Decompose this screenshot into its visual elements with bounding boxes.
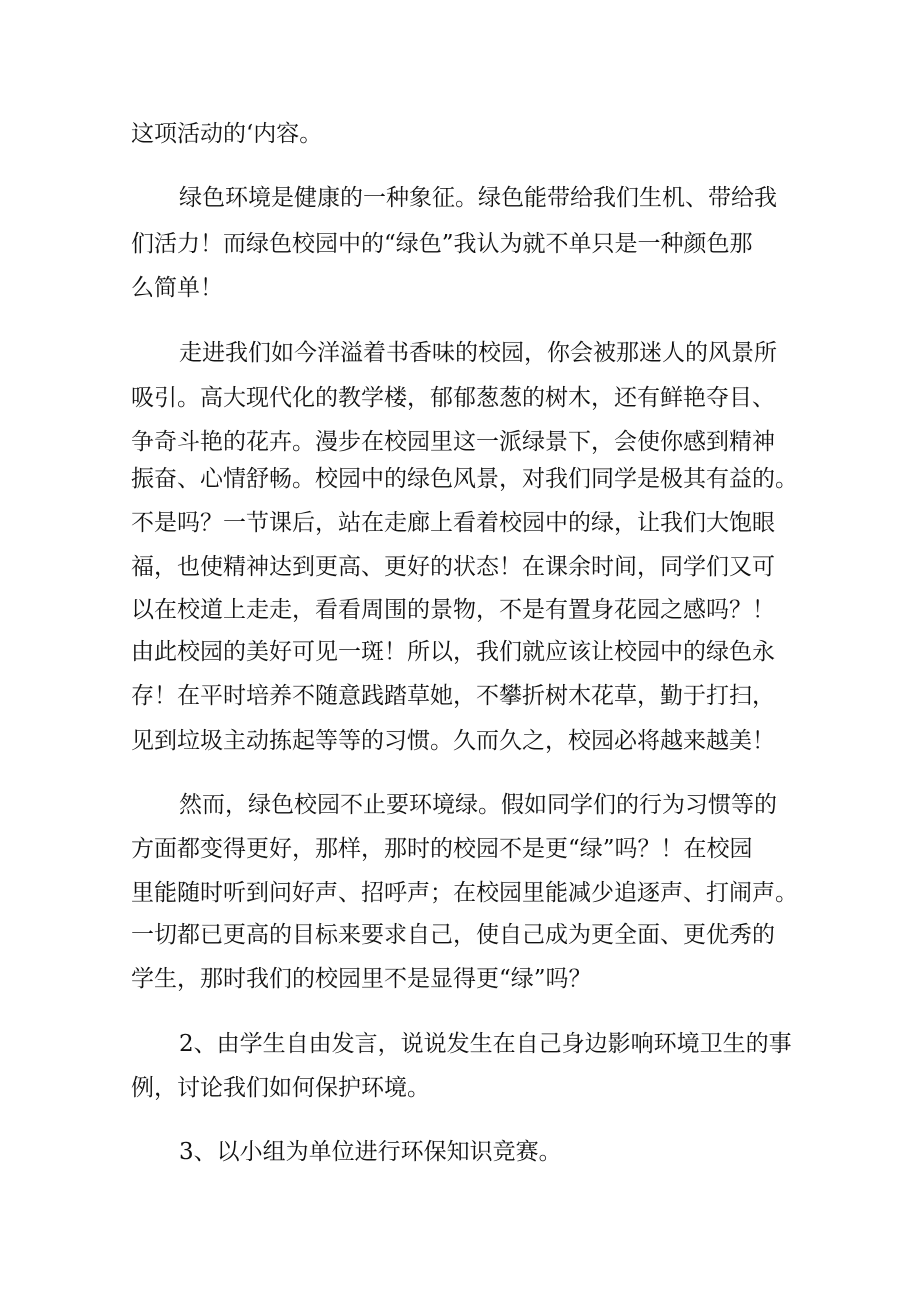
text-line: 然而，绿色校园不止要环境绿。假如同学们的行为习惯等的: [179, 792, 777, 818]
text-line: 2、由学生自由发言，说说发生在自己身边影响环境卫生的事: [179, 1031, 792, 1057]
text-line: 争奇斗艳的花卉。漫步在校园里这一派绿景下，会使你感到精神: [131, 429, 775, 455]
text-line: 福，也使精神达到更高、更好的状态！在课余时间，同学们又可: [131, 554, 775, 580]
text-line: 吸引。高大现代化的教学楼，郁郁葱葱的树木，还有鲜艳夺目、: [131, 385, 775, 411]
text-line: 例，讨论我们如何保护环境。: [131, 1075, 430, 1101]
text-line: 走进我们如今洋溢着书香味的校园，你会被那迷人的风景所: [179, 340, 777, 366]
text-line: 以在校道上走走，看看周围的景物，不是有置身花园之感吗？！: [131, 597, 775, 623]
text-line: 振奋、心情舒畅。校园中的绿色风景，对我们同学是极其有益的。: [131, 466, 798, 492]
text-line: 见到垃圾主动拣起等等的习惯。久而久之，校园必将越来越美！: [131, 728, 775, 754]
text-line: 们活力！而绿色校园中的“绿色”我认为就不单只是一种颜色那: [131, 231, 753, 257]
text-line: 存！在平时培养不随意践踏草她，不攀折树木花草，勤于打扫，: [131, 683, 775, 709]
text-line: 由此校园的美好可见一斑！所以，我们就应该让校园中的绿色永: [131, 639, 775, 665]
text-line: 3、以小组为单位进行环保知识竞赛。: [179, 1139, 562, 1165]
text-line: 绿色环境是健康的一种象征。绿色能带给我们生机、带给我: [179, 185, 777, 211]
text-line: 这项活动的‘内容。: [131, 121, 323, 147]
text-line: 不是吗？一节课后，站在走廊上看着校园中的绿，让我们大饱眼: [131, 510, 775, 536]
text-line: 一切都已更高的目标来要求自己，使自己成为更全面、更优秀的: [131, 922, 775, 948]
text-line: 方面都变得更好，那样，那时的校园不是更“绿”吗？！在校园: [131, 836, 753, 862]
text-line: 里能随时听到问好声、招呼声；在校园里能减少追逐声、打闹声。: [131, 880, 798, 906]
text-line: 么简单！: [131, 275, 223, 301]
text-line: 学生，那时我们的校园里不是显得更“绿”吗？: [131, 966, 592, 992]
